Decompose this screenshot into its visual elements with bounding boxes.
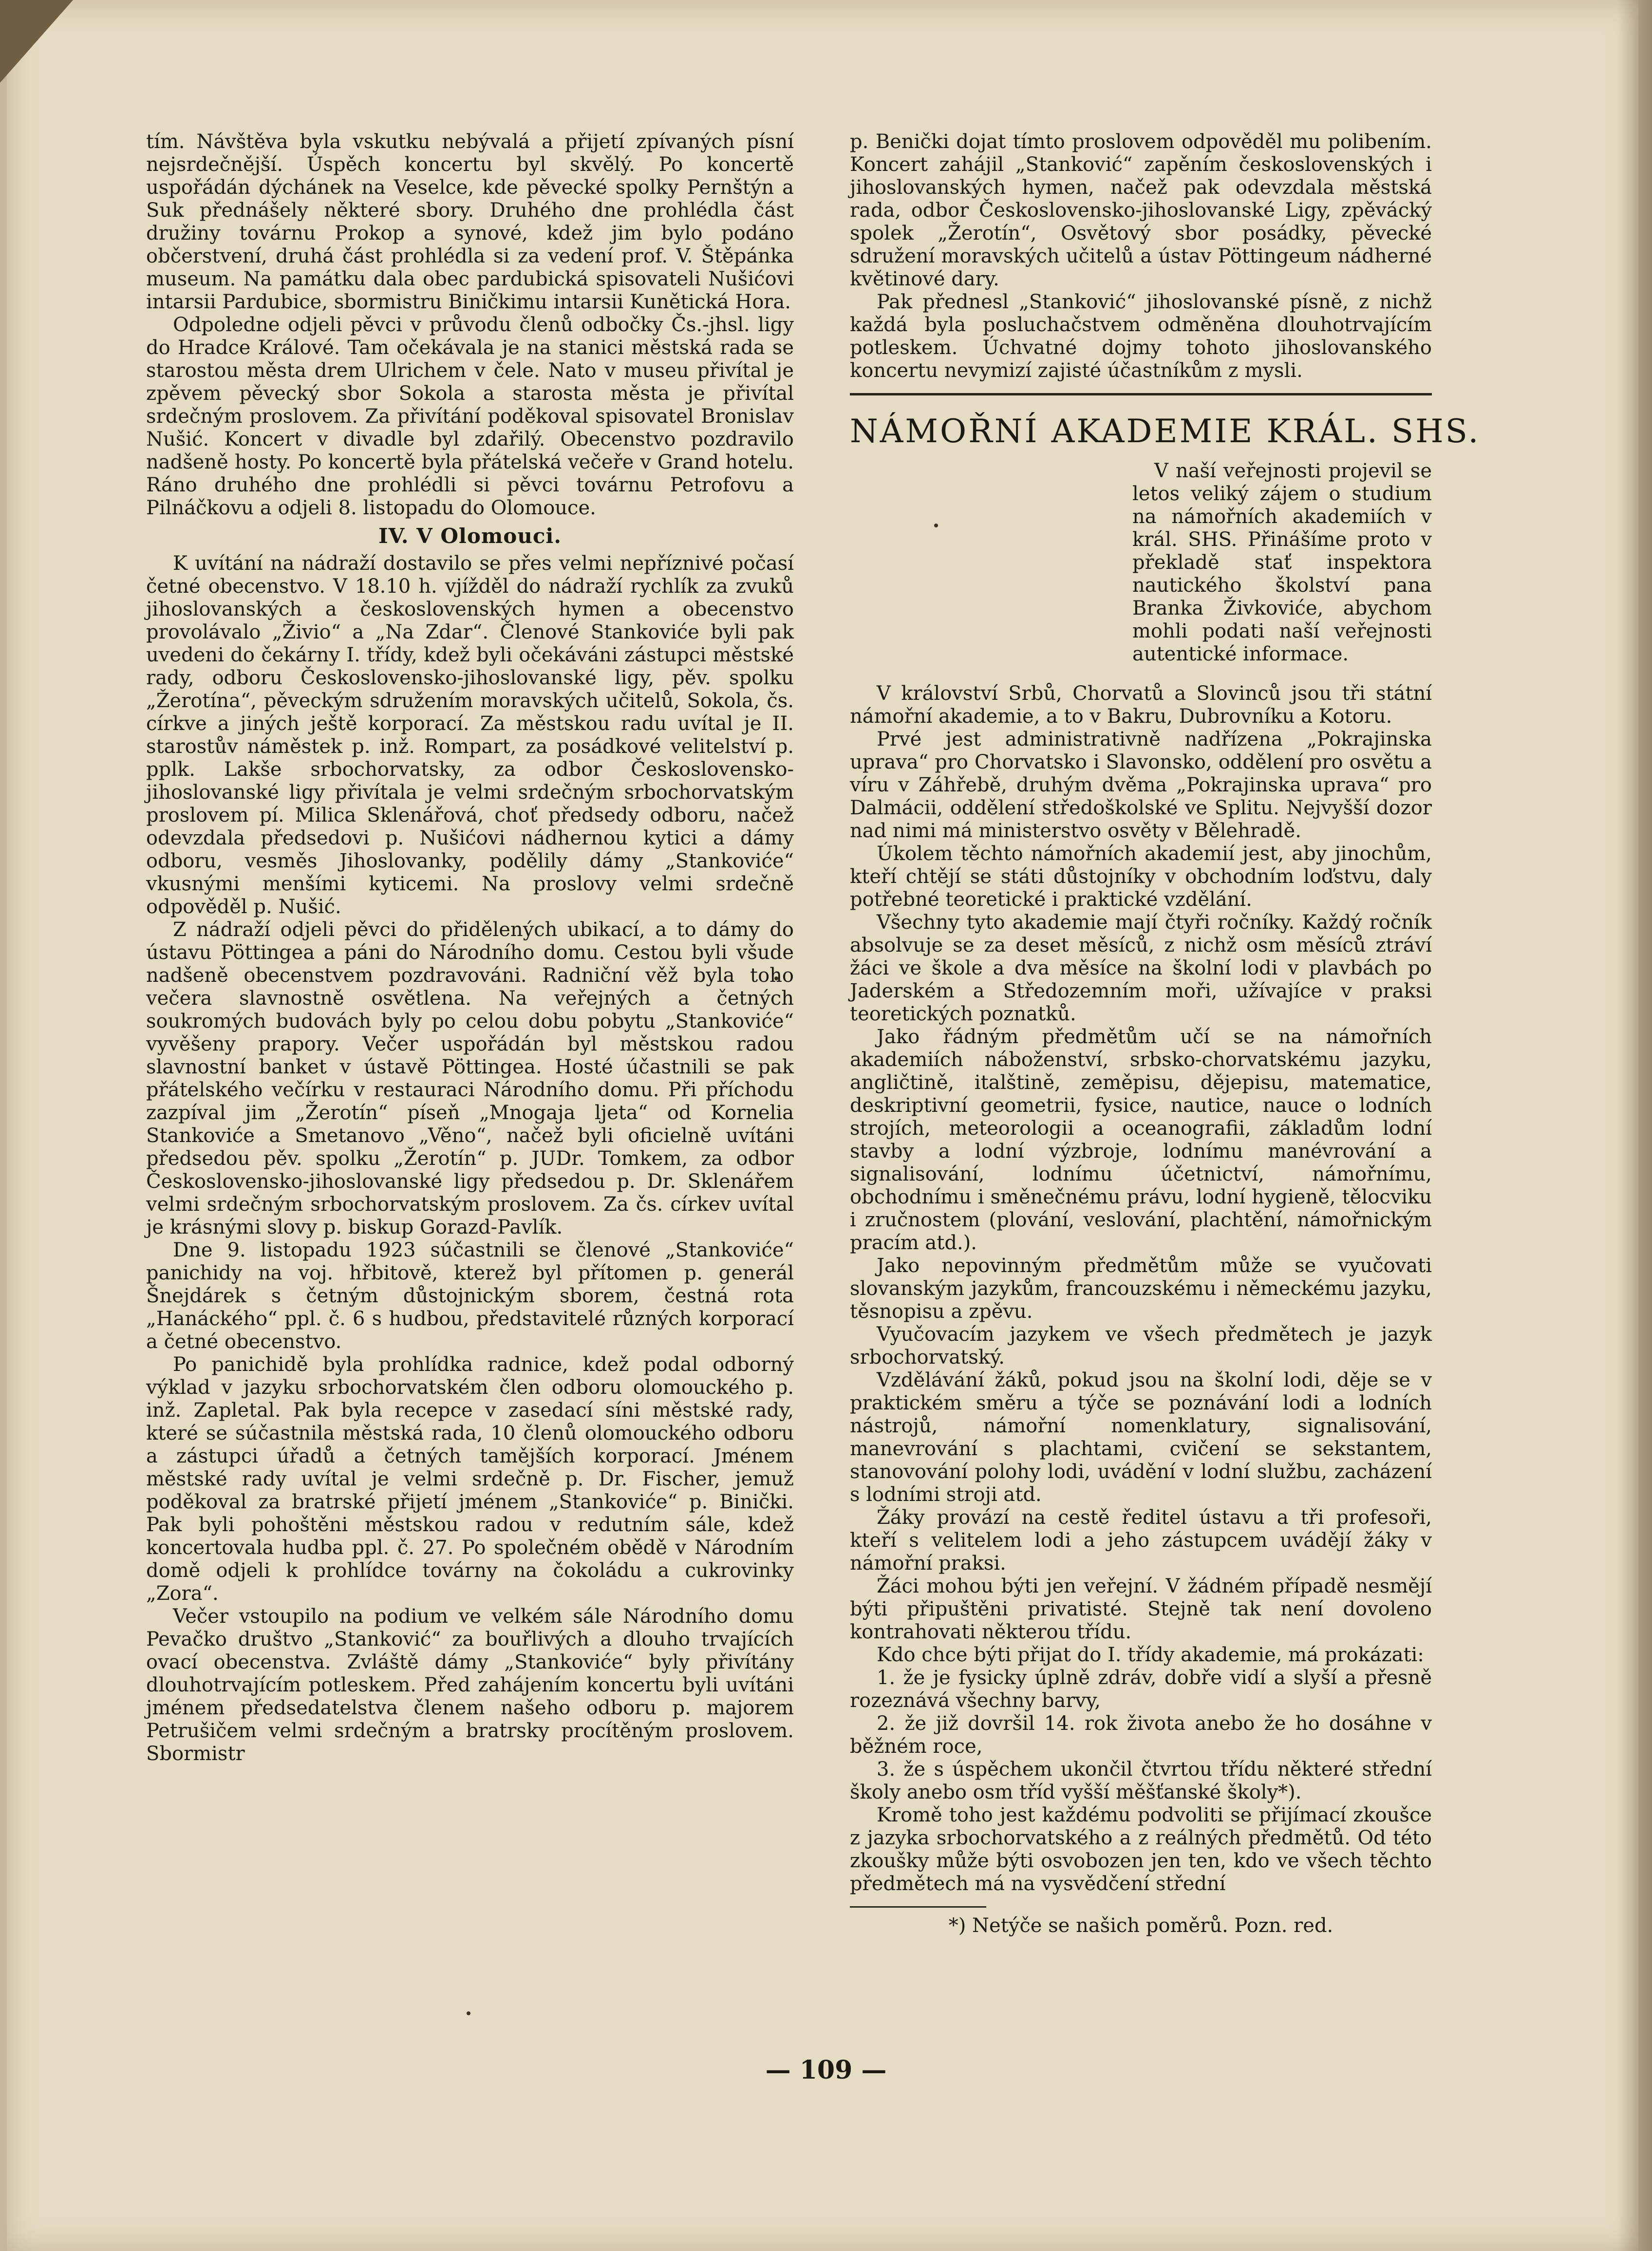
paragraph: Z nádraží odjeli pěvci do přidělených ubikací, a to dámy do ústavu Pöttingea a páni do Národního domu. Cestou byli všude nadšeně obecenstvem pozdravováni. Radniční věž byla toho večera slavnostně osvětlena. Na veřejných a četných soukromých budovách byly po celou dobu pobytu „Stankoviće“ vyvěšeny prapory. Večer uspořádán byl městskou radou slavnostní banket v ústavě Pöttingea. Hosté účastnili se pak přátelského večírku v restauraci Národního domu. Při příchodu zazpíval jim „Žerotín“ píseň „Mnogaja ljeta“ od Kornelia Stankoviće a Smetanovo „Věno“, načež byli oficielně uvítáni předsedou pěv. spolku „Žerotín“ p. JUDr. Tomkem, za odbor Československo-jihoslovanské ligy předsedou p. Dr. Sklenářem velmi srdečným srbochorvatským proslovem. Za čs. církev uvítal je krásnými slovy p. biskup Gorazd-Pavlík. xyxy=(146,919,794,1238)
paragraph: p. Benički dojat tímto proslovem odpověděl mu polibením. Koncert zahájil „Stanković“ zapěním československých i jihoslovanských hymen, načež pak odevzdala městská rada, odbor Československo-jihoslovanské Ligy, zpěvácký spolek „Žerotín“, Osvětový sbor posádky, pěvecké sdružení moravských učitelů a ústav Pöttingeum nádherné květinové dary. xyxy=(850,131,1432,290)
paragraph: Vyučovacím jazykem ve všech předmětech je jazyk srbochorvatský. xyxy=(850,1323,1432,1369)
paragraph: tím. Návštěva byla vskutku nebývalá a přijetí zpívaných písní nejsrdečnější. Úspěch koncertu byl skvělý. Po koncertě uspořádán dýchánek na Veselce, kde pěvecké spolky Pernštýn a Suk přednášely některé sbory. Druhého dne prohlédla část družiny továrnu Prokop a synové, kdež jim bylo podáno občerstvení, druhá část prohlédla si za vedení prof. V. Štěpánka museum. Na památku dala obec pardubická spisovateli Nušićovi intarsii Pardubice, sbormistru Biničkimu intarsii Kunětická Hora. xyxy=(146,131,794,313)
print-speck xyxy=(467,2011,470,2015)
paragraph: Po panichidě byla prohlídka radnice, kdež podal odborný výklad v jazyku srbochorvatském člen odboru olomouckého p. inž. Zapletal. Pak byla recepce v zasedací síni městské rady, které se súčastnila městská rada, 10 členů olomouckého odboru a zástupci úřadů a četných tamějších korporací. Jménem městské rady uvítal je velmi srdečně p. Dr. Fischer, jemuž poděkoval za bratrské přijetí jménem „Stankoviće“ p. Binički. Pak byli pohoštěni městskou radou v redutním sále, kdež koncertovala hudba ppl. č. 27. Po společném obědě v Národním domě odjeli k prohlídce továrny na čokoládu a cukrovinky „Zora“. xyxy=(146,1353,794,1605)
footnote-divider xyxy=(850,1906,986,1908)
paragraph: Dne 9. listopadu 1923 súčastnili se členové „Stankoviće“ panichidy na voj. hřbitově, kterež byl přítomen p. generál Šnejdárek s četným důstojnickým sborem, čestná rota „Hanáckého“ ppl. č. 6 s hudbou, představitelé různých korporací a četné obecenstvo. xyxy=(146,1239,794,1353)
paragraph: Pak přednesl „Stanković“ jihoslovanské písně, z nichž každá byla posluchačstvem odměněna dlouhotrvajícím potleskem. Úchvatné dojmy tohoto jihoslovanského koncertu nevymizí zajisté účastníkům z mysli. xyxy=(850,291,1432,382)
list-item: 1. že je fysicky úplně zdráv, dobře vidí a slyší a přesně rozeznává všechny barvy, xyxy=(850,1667,1432,1712)
paragraph: Jako nepovinným předmětům může se vyučovati slovanským jazykům, francouzskému i německému jazyku, těsnopisu a zpěvu. xyxy=(850,1255,1432,1323)
binding-shadow xyxy=(1618,0,1652,2251)
section-heading: IV. V Olomouci. xyxy=(378,524,562,548)
article-title: NÁMOŘNÍ AKADEMIE KRÁL. SHS. xyxy=(850,413,1481,450)
paragraph: Prvé jest administrativně nadřízena „Pokrajinska uprava“ pro Chorvatsko i Slavonsko, oddělení pro osvětu a víru v Záhřebě, druhým dvěma „Pokrajinska uprava“ pro Dalmácii, oddělení středoškolské ve Splitu. Nejvyšší dozor nad nimi má ministerstvo osvěty v Bělehradě. xyxy=(850,728,1432,842)
paragraph: Jako řádným předmětům učí se na námořních akademiích náboženství, srbsko-chorvatskému jazyku, angličtině, italštině, zeměpisu, dějepisu, matematice, deskriptivní geometrii, fysice, nautice, nauce o lodních strojích, meteorologii a oceanografii, základům lodní stavby a lodní výzbroje, lodnímu manévrování a signalisování, lodnímu účetnictví, námořnímu, obchodnímu i směnečnému právu, lodní hygieně, tělocviku i zručnostem (plování, veslování, plachtění, námořnickým pracím atd.). xyxy=(850,1026,1432,1254)
page-number: — 109 — xyxy=(765,2055,887,2085)
paragraph: V království Srbů, Chorvatů a Slovinců jsou tři státní námořní akademie, a to v Bakru, Dubrovníku a Kotoru. xyxy=(850,682,1432,728)
right-column xyxy=(850,131,1481,1937)
paragraph: Žáky provází na cestě ředitel ústavu a tři profesoři, kteří s velitelem lodi a jeho zástupcem uvádějí žáky v námořní praksi. xyxy=(850,1506,1432,1575)
paragraph: Žáci mohou býti jen veřejní. V žádném případě nesmějí býti připuštěni privatisté. Stejně tak není dovoleno kontrahovati některou třídu. xyxy=(850,1575,1432,1643)
paragraph: Odpoledne odjeli pěvci v průvodu členů odbočky Čs.-jhsl. ligy do Hradce Králové. Tam očekávala je na stanici městská rada se starostou města drem Ulrichem v čele. Nato v museu přivítal je zpěvem pěvecký sbor Sokola a starosta města je přivítal srdečným proslovem. Za přivítání poděkoval spisovatel Bronislav Nušić. Koncert v divadle byl zdařilý. Obecenstvo pozdravilo nadšeně hosty. Po koncertě byla přátelská večeře v Grand hotelu. Ráno druhého dne prohlédli si pěvci továrnu Petrofovu a Pilnáčkovu a odjeli 8. listopadu do Olomouce. xyxy=(146,314,794,519)
intro-text: V naší veřejnosti projevil se letos veliký zájem o studium na námořních akademiích v král. SHS. Přinášíme proto v překladě stať inspektora nautického školství pana Branka Živkoviće, abychom mohli podati naší veřejnosti autentické informace. xyxy=(1132,460,1432,665)
paragraph: Vzdělávání žáků, pokud jsou na školní lodi, děje se v praktickém směru a týče se poznávání lodi a lodních nástrojů, námořní nomenklatury, signalisování, manevrování s plachtami, cvičení se sekstantem, stanovování polohy lodi, uvádění v lodní službu, zacházení s lodními stroji atd. xyxy=(850,1369,1432,1506)
paragraph: Všechny tyto akademie mají čtyři ročníky. Každý ročník absolvuje se za deset měsíců, z nichž osm měsíců ztráví žáci ve škole a dva měsíce na školní lodi v plavbách po Jaderském a Středozemním moři, užívajíce v praksi teoretických poznatků. xyxy=(850,911,1432,1025)
footnote: *) Netýče se našich poměrů. Pozn. red. xyxy=(948,1914,1333,1937)
left-column xyxy=(146,131,794,1765)
article-intro xyxy=(1132,460,1432,666)
list-item: 3. že s úspěchem ukončil čtvrtou třídu některé střední školy anebo osm tříd vyšší měšťanské školy*). xyxy=(850,1758,1432,1803)
paragraph: Kdo chce býti přijat do I. třídy akademie, má prokázati: xyxy=(877,1644,1424,1666)
list-item: 2. že již dovršil 14. rok života anebo že ho dosáhne v běžném roce, xyxy=(850,1712,1432,1758)
paragraph: Úkolem těchto námořních akademií jest, aby jinochům, kteří chtějí se státi důstojníky v obchodním loďstvu, daly potřebné teoretické i praktické vzdělání. xyxy=(850,843,1432,911)
paragraph: K uvítání na nádraží dostavilo se přes velmi nepříznivé počasí četné obecenstvo. V 18.10 h. vjížděl do nádraží rychlík za zvuků jihoslovanských a československých hymen a obecenstvo provolávalo „Živio“ a „Na Zdar“. Členové Stankoviće byli pak uvedeni do čekárny I. třídy, kdež byli očekáváni zástupci městské rady, odboru Československo-jihoslovanské ligy, pěv. spolku „Žerotína“, pěveckým sdružením moravských učitelů, Sokola, čs. církve a jiných ještě korporací. Za městskou radu uvítal je II. starostův náměstek p. inž. Rompart, za posádkové velitelství p. pplk. Lakše srbochorvatsky, za odbor Československo-jihoslovanské ligy přivítala je velmi srdečným srbochorvatským proslovem pí. Milica Sklenářová, choť předsedy odboru, načež odevzdala předsedovi p. Nušićovi nádhernou kytici a dámy odboru, vesměs Jihoslovanky, podělily dámy „Stankoviće“ vkusnými menšími kyticemi. Na proslovy velmi srdečně odpověděl p. Nušić. xyxy=(146,552,794,918)
paragraph: Večer vstoupilo na podium ve velkém sále Národního domu Pevačko društvo „Stanković“ za bouřlivých a dlouho trvajících ovací obecenstva. Zvláště dámy „Stankoviće“ byly přivítány dlouhotrvajícím potleskem. Před zahájením koncertu byli uvítáni jménem předsedatelstva členem našeho odboru p. majorem Petrušičem velmi srdečným a bratrsky procítěným proslovem. Sbormistr xyxy=(146,1605,794,1765)
folded-corner xyxy=(0,0,73,83)
paragraph: Kromě toho jest každému podvoliti se přijímací zkoušce z jazyka srbochorvatského a z reálných předmětů. Od této zkoušky může býti osvobozen jen ten, kdo ve všech těchto předmětech má na vysvědčení střední xyxy=(850,1804,1432,1895)
section-divider xyxy=(850,393,1432,395)
